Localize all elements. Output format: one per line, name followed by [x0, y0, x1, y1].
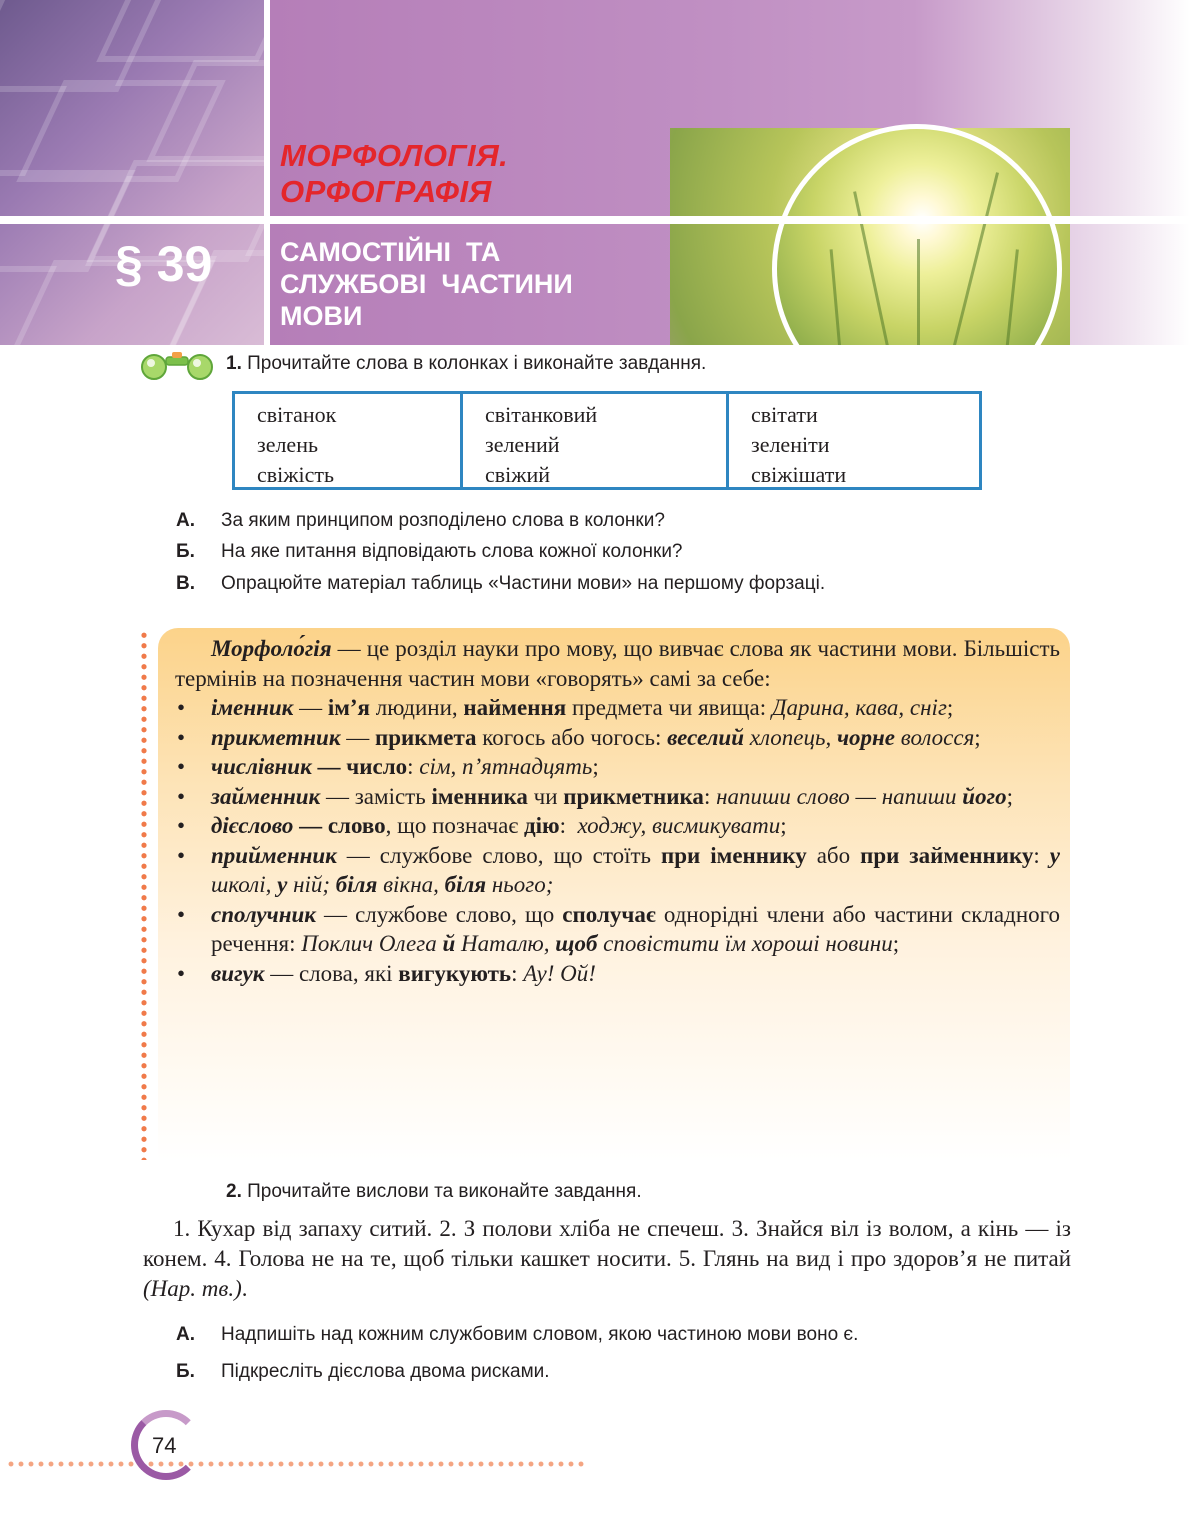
task-2-question-b: Б. Підкресліть дієслова двома рисками. [176, 1361, 550, 1382]
theory-intro: Морфоло́гія — це розділ науки про мову, що вивчає слова як частини мови. Більшість термінів на позначення частин мови «говорять» самі за себе: [175, 636, 1060, 691]
header-vertical-divider [264, 0, 270, 345]
word-cell: світати [751, 402, 818, 427]
word-column-2 [460, 394, 726, 487]
theory-text [175, 634, 1060, 988]
word-cell: свіжий [485, 462, 551, 487]
task-1-question-a: А. За яким принципом розподілено слова в колонки? [176, 510, 665, 531]
word-cell: зеленіти [751, 432, 830, 457]
task-2-question-a: А. Надпишіть над кожним службовим словом, якою частиною мови воно є. [176, 1324, 859, 1345]
word-cell: свіжішати [751, 462, 847, 487]
list-item-preposition: • прийменник — службове слово, що стоїть при іменнику або при займеннику: у школі, у ній; біля вікна, біля нього; [175, 841, 1060, 900]
task-2-text: Прочитайте вислови та виконайте завдання. [247, 1181, 642, 1202]
section-title: САМОСТІЙНІ ТА СЛУЖБОВІ ЧАСТИНИ МОВИ [280, 237, 573, 331]
chapter-title: МОРФОЛОГІЯ. ОРФОГРАФІЯ [280, 138, 509, 209]
list-item-noun: • іменник — ім’я людини, наймення предмета чи явища: Дарина, кава, сніг; [175, 693, 1060, 723]
word-column-3 [726, 394, 979, 487]
list-item-numeral: • числівник — число: сім, п’ятнадцять; [175, 752, 1060, 782]
word-cell: світанковий [485, 402, 598, 427]
footer-dotted-line [6, 1460, 586, 1468]
parts-of-speech-list [175, 693, 1060, 988]
task-1-instruction [226, 352, 706, 376]
header-divider [0, 216, 1190, 224]
task-1-question-b: Б. На яке питання відповідають слова кожної колонки? [176, 541, 683, 562]
chapter-header [0, 0, 1190, 345]
list-item-adjective: • прикметник — прикмета когось або чогось: веселий хлопець, чорне волосся; [175, 723, 1060, 753]
list-item-verb: • дієслово — слово, що позначає дію: ходжу, висмикувати; [175, 811, 1060, 841]
task-2-number: 2. [226, 1181, 242, 1202]
binoculars-icon [140, 349, 216, 381]
list-item-pronoun: • займенник — замість іменника чи прикметника: напиши слово — напиши його; [175, 782, 1060, 812]
word-columns-table [232, 391, 982, 490]
sayings-text: 1. Кухар від запаху ситий. 2. З полови хліба не спечеш. 3. Знайся віл із волом, а кінь — із конем. 4. Голова не на те, щоб тільки кашкет носити. 5. Глянь на вид і про здоров’я не питай (Нар. тв.). [143, 1216, 1071, 1301]
task-2-instruction [226, 1180, 642, 1204]
section-number: § 39 [115, 236, 213, 292]
list-item-conjunction: • сполучник — службове слово, що сполучає однорідні члени або частини складного речення: Поклич Олега й Наталю, щоб сповістити їм хороші новини; [175, 900, 1060, 959]
task-1-text: Прочитайте слова в колонках і виконайте завдання. [247, 353, 707, 374]
word-cell: зелений [485, 432, 560, 457]
word-cell: світанок [257, 402, 337, 427]
task-1-question-c: В. Опрацюйте матеріал таблиць «Частини мови» на першому форзаці. [176, 573, 826, 594]
task-1-number: 1. [226, 353, 242, 374]
page-number: 74 [152, 1433, 177, 1458]
dotted-margin-line [141, 630, 147, 1160]
word-column-1 [235, 394, 460, 487]
word-cell: свіжість [257, 462, 334, 487]
word-cell: зелень [257, 432, 319, 457]
list-item-interjection: • вигук — слова, які вигукують: Ау! Ой! [175, 959, 1060, 989]
